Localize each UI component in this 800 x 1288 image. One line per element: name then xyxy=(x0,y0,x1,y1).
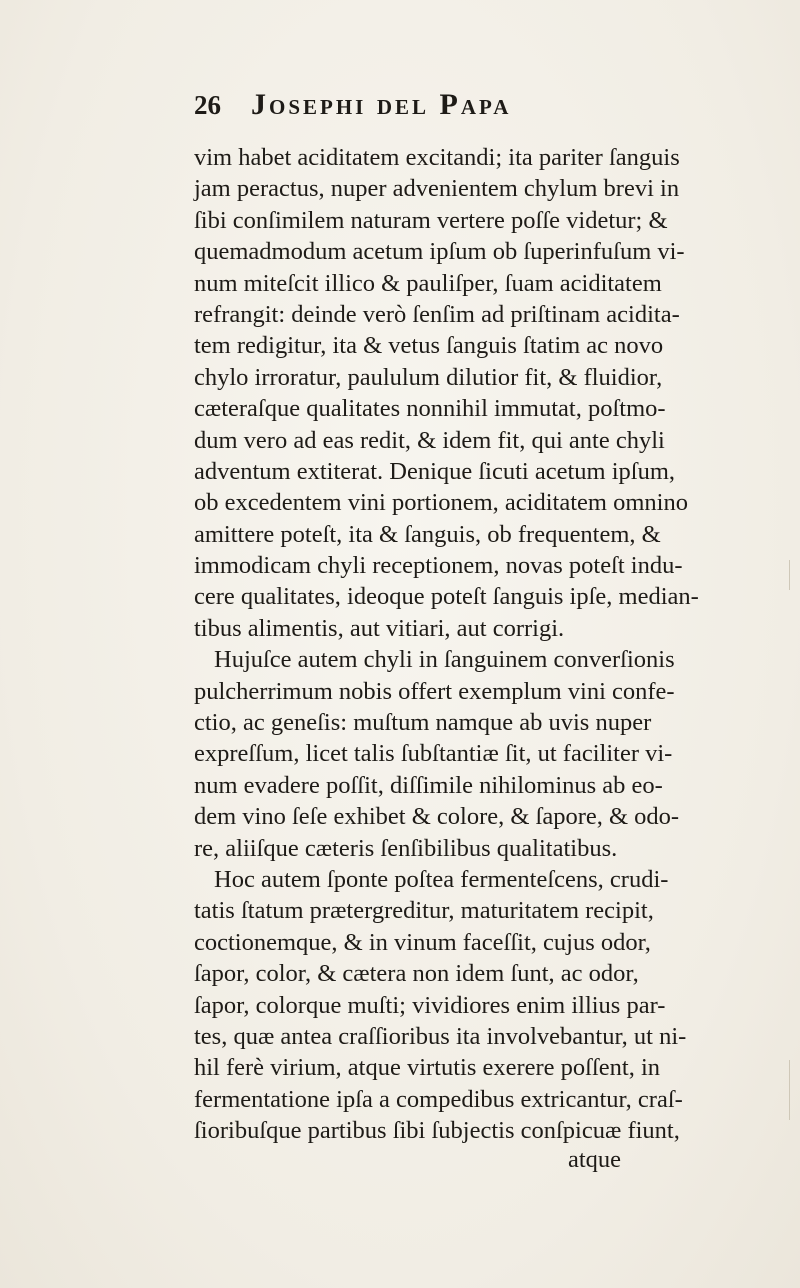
text-line: ctio, ac geneſis: muſtum namque ab uvis nuper xyxy=(194,709,652,737)
running-head: Josephi del Papa xyxy=(251,88,512,121)
text-line: ſibi conſimilem naturam vertere poſſe videtur; & xyxy=(194,206,668,234)
text-line: amittere poteſt, ita & ſanguis, ob frequentem, & xyxy=(194,520,661,548)
text-line: ſioribuſque partibus ſibi ſubjectis conſpicuæ fiunt, xyxy=(194,1117,680,1145)
text-line: Hujuſce autem chyli in ſanguinem converſionis xyxy=(214,646,675,674)
text-line: dum vero ad eas redit, & idem fit, qui ante chyli xyxy=(194,426,665,454)
page-header xyxy=(194,88,634,132)
page-edge-mark xyxy=(789,560,790,590)
text-line: tibus alimentis, aut vitiari, aut corrigi. xyxy=(194,614,565,642)
text-line: num evadere poſſit, diſſimile nihilominus ab eo- xyxy=(194,771,663,799)
catchword: atque xyxy=(568,1146,622,1173)
text-line: chylo irroratur, paululum dilutior fit, & fluidior, xyxy=(194,363,663,391)
text-line: vim habet aciditatem excitandi; ita pariter ſanguis xyxy=(194,144,680,171)
page-number: 26 xyxy=(194,90,221,120)
text-line: expreſſum, licet talis ſubſtantiæ ſit, ut faciliter vi- xyxy=(194,740,673,768)
text-line: dem vino ſeſe exhibet & colore, & ſapore, & odo- xyxy=(194,803,680,831)
text-line: cæteraſque qualitates nonnihil immutat, poſtmo- xyxy=(194,395,666,423)
text-line: pulcherrimum nobis offert exemplum vini confe- xyxy=(194,677,675,705)
text-line: tem redigitur, ita & vetus ſanguis ſtatim ac novo xyxy=(194,332,664,360)
text-line: coctionemque, & in vinum faceſſit, cujus odor, xyxy=(194,928,651,956)
text-line: refrangit: deinde verò ſenſim ad priſtinam acidita- xyxy=(194,300,680,328)
text-line: re, aliiſque cæteris ſenſibilibus qualitatibus. xyxy=(194,834,618,862)
text-line: quemadmodum acetum ipſum ob ſuperinfuſum vi- xyxy=(194,238,685,266)
text-line: tatis ſtatum prætergreditur, maturitatem recipit, xyxy=(194,897,654,925)
text-line: num miteſcit illico & pauliſper, ſuam aciditatem xyxy=(194,269,662,297)
text-line: fermentatione ipſa a compedibus extricantur, craſ- xyxy=(194,1085,683,1113)
text-line: tes, quæ antea craſſioribus ita involvebantur, ut ni- xyxy=(194,1022,687,1050)
text-line: jam peractus, nuper advenientem chylum brevi in xyxy=(194,175,680,203)
text-line: ſapor, color, & cætera non idem ſunt, ac odor, xyxy=(194,960,639,988)
text-line: ſapor, colorque muſti; vividiores enim illius par- xyxy=(194,991,666,1019)
page-edge-mark xyxy=(789,1060,790,1120)
text-line: ob excedentem vini portionem, aciditatem omnino xyxy=(194,489,688,517)
text-line: cere qualitates, ideoque poteſt ſanguis ipſe, median- xyxy=(194,583,699,611)
text-line: Hoc autem ſponte poſtea fermenteſcens, crudi- xyxy=(214,865,669,893)
text-line: hil ferè virium, atque virtutis exerere poſſent, in xyxy=(194,1054,661,1082)
text-line: immodicam chyli receptionem, novas poteſt indu- xyxy=(194,552,683,580)
body-text xyxy=(194,142,699,1147)
text-line: adventum extiterat. Denique ſicuti acetum ipſum, xyxy=(194,457,676,485)
